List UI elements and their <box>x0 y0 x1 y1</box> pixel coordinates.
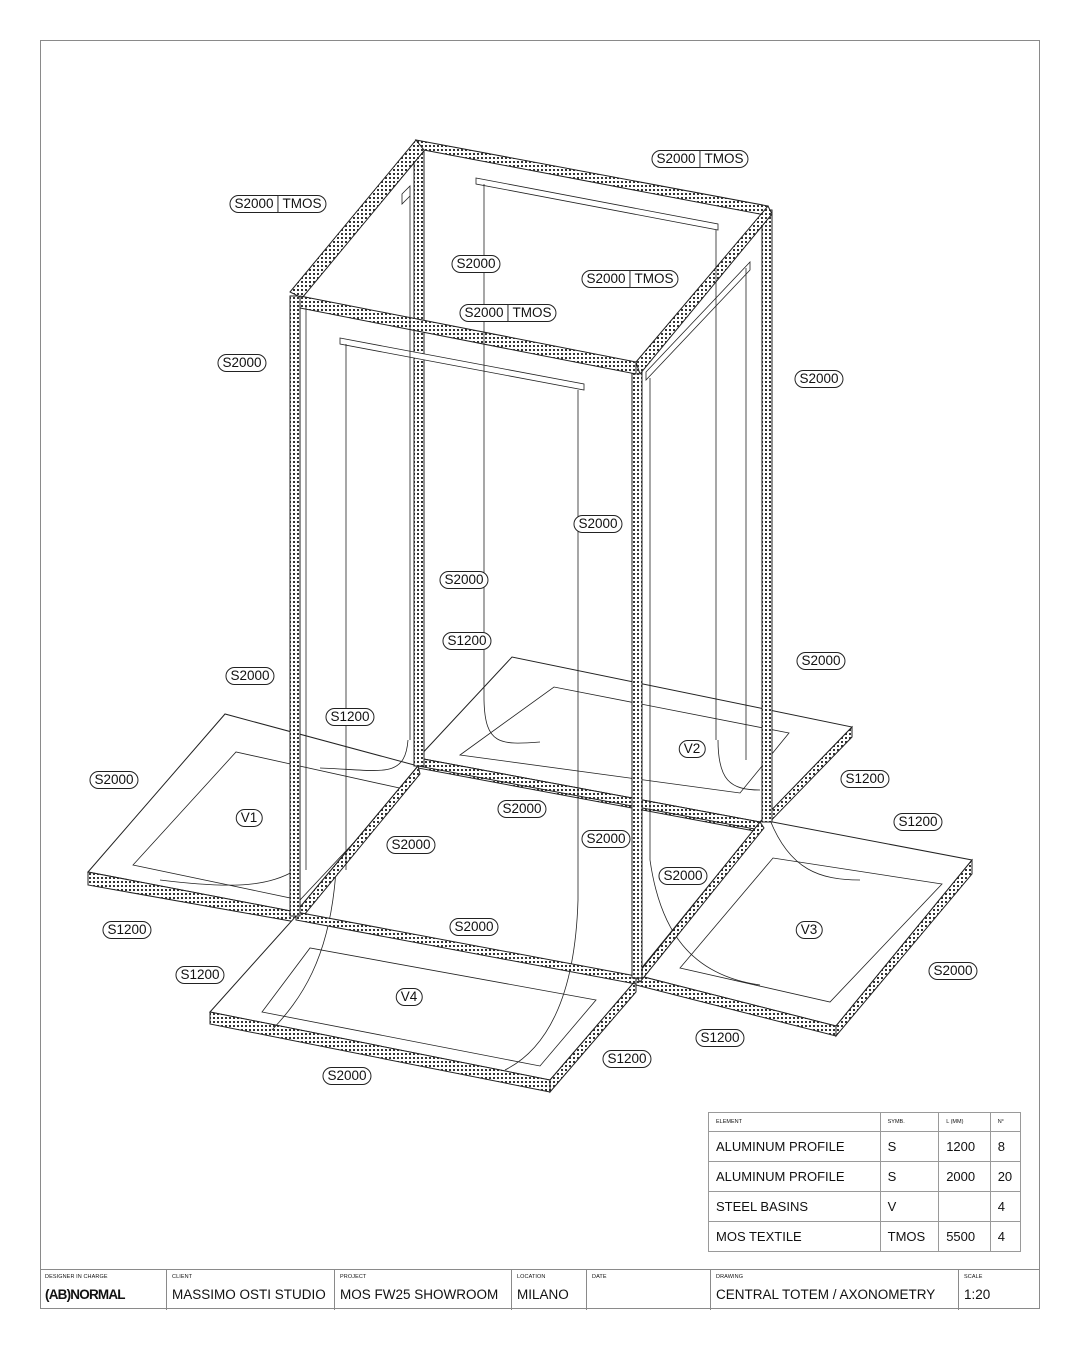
part-label-text: S2000 <box>796 652 845 670</box>
top-frame <box>290 140 772 374</box>
part-label <box>497 800 546 818</box>
part-label-text: S2000 <box>322 1067 371 1085</box>
location-cell <box>511 1270 586 1310</box>
bom-element: ALUMINUM PROFILE <box>709 1162 881 1192</box>
part-label-text: S2000 <box>449 918 498 936</box>
part-label-text: S1200 <box>175 966 224 984</box>
part-label <box>225 667 274 685</box>
part-label-text: S2000 <box>451 255 500 273</box>
part-label-text: V4 <box>396 988 423 1006</box>
part-label-text: S1200 <box>325 708 374 726</box>
part-label <box>928 962 977 980</box>
bom-row <box>709 1162 1021 1192</box>
part-label-text: S1200 <box>442 632 491 650</box>
bom-symbol: S <box>880 1132 939 1162</box>
part-label <box>325 708 374 726</box>
part-label-text: S2000 <box>581 830 630 848</box>
part-label <box>451 255 500 273</box>
bom-row <box>709 1132 1021 1162</box>
part-label <box>175 966 224 984</box>
part-label-text: S2000 <box>497 800 546 818</box>
bom-count: 4 <box>990 1222 1020 1252</box>
part-label <box>439 571 488 589</box>
bom-length: 2000 <box>939 1162 990 1192</box>
part-label-text: TMOS <box>701 150 749 168</box>
bom-length <box>939 1192 990 1222</box>
part-label <box>322 1067 371 1085</box>
project-label: PROJECT <box>340 1274 367 1280</box>
bom-length: 1200 <box>939 1132 990 1162</box>
part-label-text: S2000 <box>928 962 977 980</box>
bom-length: 5500 <box>939 1222 990 1252</box>
bill-of-materials-table <box>708 1112 1021 1252</box>
scale-value: 1:20 <box>964 1287 991 1302</box>
part-label <box>796 652 845 670</box>
part-label <box>217 354 266 372</box>
part-label-text: TMOS <box>631 270 679 288</box>
part-label-text: V2 <box>679 740 706 758</box>
bom-count: 8 <box>990 1132 1020 1162</box>
bom-element: MOS TEXTILE <box>709 1222 881 1252</box>
part-label-text: V3 <box>796 921 823 939</box>
date-label: DATE <box>592 1274 607 1280</box>
part-label-text: TMOS <box>509 304 557 322</box>
project-cell <box>334 1270 511 1310</box>
vertical-posts <box>290 146 772 978</box>
client-cell <box>166 1270 334 1310</box>
part-label <box>442 632 491 650</box>
bom-element: STEEL BASINS <box>709 1192 881 1222</box>
part-label <box>459 304 556 322</box>
part-label <box>679 740 706 758</box>
title-block <box>40 1269 1040 1309</box>
part-label <box>236 809 263 827</box>
part-label-text: S1200 <box>102 921 151 939</box>
part-label <box>581 270 678 288</box>
part-label-text: S2000 <box>794 370 843 388</box>
part-label <box>893 813 942 831</box>
part-label-text: S2000 <box>658 867 707 885</box>
client-value: MASSIMO OSTI STUDIO <box>172 1287 326 1302</box>
bom-count: 20 <box>990 1162 1020 1192</box>
designer-label: DESIGNER IN CHARGE <box>45 1274 108 1280</box>
part-label <box>102 921 151 939</box>
part-label-text: V1 <box>236 809 263 827</box>
part-label-text: S2000 <box>573 515 622 533</box>
part-label-text: TMOS <box>279 195 327 213</box>
part-label-text: S2000 <box>217 354 266 372</box>
bom-header-length: L (MM) <box>939 1113 990 1132</box>
bom-header-row <box>709 1113 1021 1132</box>
part-label-text: S2000 <box>581 270 630 288</box>
part-label <box>796 921 823 939</box>
designer-cell <box>40 1270 166 1310</box>
bom-row <box>709 1222 1021 1252</box>
bom-count: 4 <box>990 1192 1020 1222</box>
part-label <box>449 918 498 936</box>
part-label <box>396 988 423 1006</box>
location-label: LOCATION <box>517 1274 546 1280</box>
bom-symbol: TMOS <box>880 1222 939 1252</box>
part-label-text: S2000 <box>651 150 700 168</box>
part-label-text: S1200 <box>893 813 942 831</box>
scale-cell <box>958 1270 1040 1310</box>
bom-header-symbol: SYMB. <box>880 1113 939 1132</box>
part-label-text: S1200 <box>840 770 889 788</box>
client-label: CLIENT <box>172 1274 193 1280</box>
location-value: MILANO <box>517 1287 569 1302</box>
studio-logo: (AB)NORMAL <box>45 1287 125 1302</box>
bom-row <box>709 1192 1021 1222</box>
part-label <box>658 867 707 885</box>
part-label-text: S1200 <box>695 1029 744 1047</box>
bom-symbol: S <box>880 1162 939 1192</box>
part-label <box>840 770 889 788</box>
part-label-text: S2000 <box>225 667 274 685</box>
scale-label: SCALE <box>964 1274 983 1280</box>
part-label <box>386 836 435 854</box>
part-label-text: S2000 <box>229 195 278 213</box>
bom-element: ALUMINUM PROFILE <box>709 1132 881 1162</box>
part-label <box>794 370 843 388</box>
part-label-text: S2000 <box>459 304 508 322</box>
part-label <box>573 515 622 533</box>
part-label <box>581 830 630 848</box>
part-label-text: S1200 <box>602 1050 651 1068</box>
bom-header-element: ELEMENT <box>709 1113 881 1132</box>
drawing-value: CENTRAL TOTEM / AXONOMETRY <box>716 1287 936 1302</box>
project-value: MOS FW25 SHOWROOM <box>340 1287 499 1302</box>
part-label <box>229 195 326 213</box>
part-label <box>89 771 138 789</box>
part-label <box>695 1029 744 1047</box>
part-label-text: S2000 <box>89 771 138 789</box>
drawing-label: DRAWING <box>716 1274 744 1280</box>
drawing-cell <box>710 1270 958 1310</box>
part-label-text: S2000 <box>439 571 488 589</box>
bom-header-count: N° <box>990 1113 1020 1132</box>
part-label <box>651 150 748 168</box>
part-label-text: S2000 <box>386 836 435 854</box>
bom-symbol: V <box>880 1192 939 1222</box>
part-label <box>602 1050 651 1068</box>
date-cell <box>586 1270 710 1310</box>
